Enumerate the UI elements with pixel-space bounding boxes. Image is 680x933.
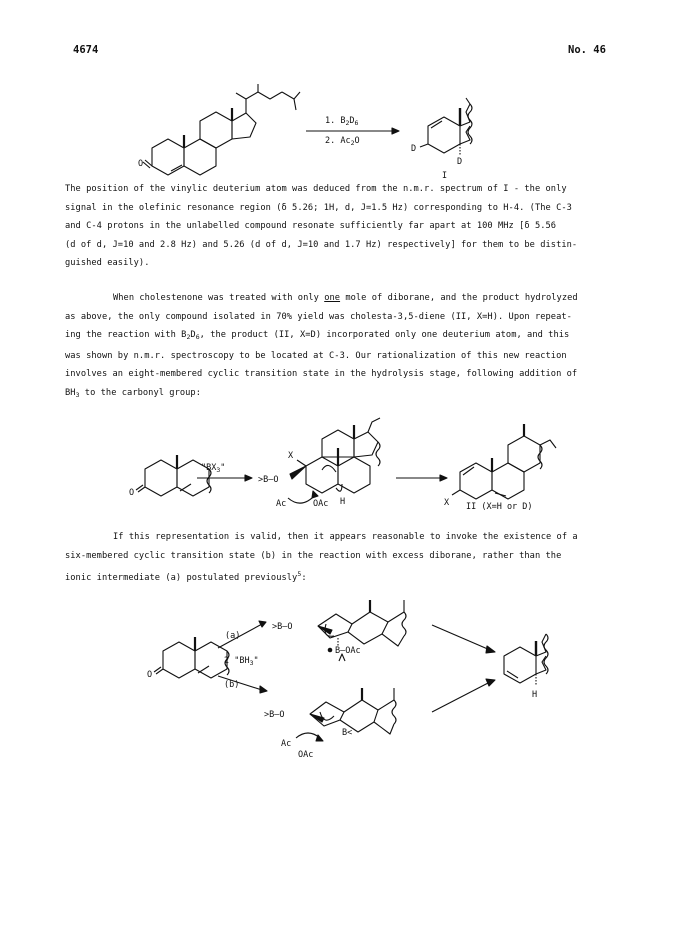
final-product-structure	[504, 634, 548, 686]
issue-number: No. 46	[568, 44, 606, 56]
oxygen-label-3: O	[147, 670, 153, 680]
p1-line-3: and C-4 protons in the unlabelled compound resonate sufficiently far apart at 100 MHz [δ 5.56	[65, 221, 557, 231]
p3-line-2: six-membered cyclic transition state (b) in the reaction with excess diborane, rather than the	[65, 550, 562, 561]
compound-I-label: I	[442, 171, 448, 181]
p2-line-3: ing the reaction with $B_2D_6$, the product (II, X=D) incorporated only one deuterium atom, and this	[65, 330, 570, 341]
page-number: 4674	[73, 44, 99, 56]
p2-line-5: involves an eight-membered cyclic transition state in the hydrolysis stage, following addition of	[65, 369, 578, 379]
h-label-ts: H	[340, 497, 346, 507]
paragraph-1	[65, 180, 625, 273]
bh3-reagent: 2 "$BH_3$"	[224, 656, 259, 667]
enone-structure-2	[136, 455, 211, 496]
path-b-label: (b)	[224, 680, 240, 690]
anion-dot	[328, 648, 333, 653]
anion-label: B—OAc	[335, 646, 361, 656]
boron-label-top: >B—O	[272, 622, 293, 632]
transition-state-structure	[288, 418, 380, 503]
oxygen-label-1: O	[138, 159, 144, 169]
reagent-2-label: 2. $Ac_2O$	[325, 136, 360, 147]
paragraph-2	[65, 289, 625, 404]
acetate-label: Ac	[276, 499, 287, 509]
boron-label: >B—O	[258, 475, 279, 485]
p3-line-1: If this representation is valid, then it appears reasonable to invoke the existence of a	[113, 532, 578, 542]
compound-I-structure	[420, 98, 472, 156]
x-label-product: X	[444, 498, 450, 508]
cholestenone-structure	[143, 84, 300, 175]
h-label-product: H	[532, 690, 538, 700]
enone-structure-3	[154, 637, 229, 678]
p1-line-5: guished easily).	[65, 258, 150, 268]
p2-line-6: $BH_3$ to the carbonyl group:	[65, 387, 201, 399]
deuterium-label-bottom: D	[457, 157, 463, 167]
p1-line-4: (d of d, J=10 and 2.8 Hz) and 5.26 (d of d, J=10 and 1.7 Hz) respectively] for them to be distin-	[65, 239, 578, 250]
compound-II-label: II (X=H or D)	[466, 502, 533, 512]
oac-label: OAc	[313, 499, 329, 509]
boron-label-bottom: >B—O	[264, 710, 285, 720]
oxygen-label-2: O	[129, 488, 135, 498]
b-right-label: B<	[342, 728, 353, 738]
p3-line-3: ionic intermediate (a) postulated previously$^5$:	[65, 570, 307, 583]
deuterium-label-left: D	[411, 144, 417, 154]
bx3-reagent: "$BX_3$"	[201, 463, 226, 474]
reagent-1-label: 1. $B_2D_6$	[325, 116, 359, 127]
x-label-ts: X	[288, 451, 294, 461]
paragraph-3	[65, 528, 625, 588]
p2-line-2: as above, the only compound isolated in 70% yield was cholesta-3,5-diene (II, X=H). Upon repeat-	[65, 311, 572, 322]
compound-II-structure	[452, 424, 556, 499]
reaction-arrow-converge-bottom	[432, 682, 490, 712]
reaction-arrow-converge-top	[432, 625, 490, 650]
p1-line-2: signal in the olefinic resonance region (δ 5.26; 1H, d, J=1.5 Hz) corresponding to H-4. (The C-3	[65, 202, 572, 213]
acetate-label-3: Ac	[281, 739, 292, 749]
path-a-label: (a)	[225, 631, 241, 641]
oac-label-3: OAc	[298, 750, 314, 760]
p1-line-1: The position of the vinylic deuterium atom was deduced from the n.m.r. spectrum of I - the only	[65, 184, 567, 194]
p2-line-1: When cholestenone was treated with only one mole of diborane, and the product hydrolyzed	[113, 293, 578, 303]
p2-line-4: was shown by n.m.r. spectroscopy to be located at C-3. Our rationalization of this new reaction	[65, 350, 567, 361]
